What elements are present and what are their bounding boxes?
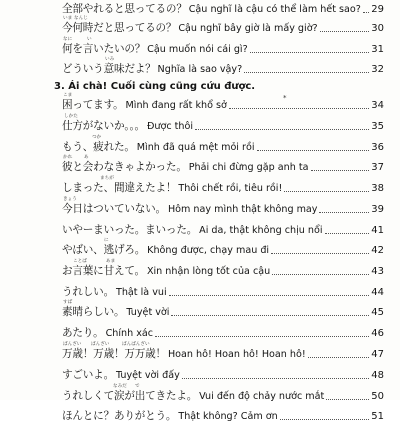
phrase-row [62,323,384,340]
vietnamese-translation: Xin nhận lòng tốt của cậu [146,266,271,277]
japanese-phrase: 彼と会わなきゃよかった。 かれ あ [62,155,187,173]
japanese-phrase: ほんとに？ありがとう。 [62,410,177,422]
vietnamese-translation: Vui đến độ chảy nước mắt [199,391,325,402]
page-number: 43 [371,266,384,277]
page-number: 38 [371,183,384,194]
vietnamese-translation: Được thôi [146,121,194,132]
dot-leader [195,129,369,130]
dot-leader [363,12,369,13]
furigana-reading: まちが [100,176,114,181]
phrase-row [62,282,384,299]
section-heading: 3. Ái chà! Cuối cùng cũng cứu được. [54,81,256,92]
japanese-phrase: やばい、逃げろ。 に [62,238,146,256]
furigana-reading: つか [92,135,102,140]
page-number: 44 [371,287,384,298]
furigana-reading: なんじ [74,16,88,21]
page-number: 37 [371,162,384,173]
page-number: 50 [371,391,384,402]
page-number: 41 [371,225,384,236]
vietnamese-translation: Không được, chạy mau đi [147,245,270,256]
phrase-row [62,199,384,216]
furigana-reading: で [135,384,140,389]
furigana-reading: しかた [64,114,78,119]
vietnamese-translation: Cậu nghĩ là cậu có thể làm hết sao? [188,4,361,15]
japanese-phrase: 全部やれると思ってるの？ [62,3,187,15]
dot-leader [271,253,369,254]
vietnamese-translation: Cậu muốn nói cái gì? [147,44,248,55]
page-number: 34 [371,100,384,111]
phrase-row [62,386,384,403]
page-number: 30 [371,23,384,34]
dot-leader [171,315,369,316]
phrase-row [62,240,384,257]
page-number: 36 [371,142,384,153]
phrase-row [62,157,384,174]
japanese-phrase: もう、疲れた。 つか [62,135,135,153]
phrase-row [62,116,384,133]
phrase-row [62,0,384,16]
vietnamese-translation: Cậu nghĩ bây giờ là mấy giờ? [178,23,318,34]
dot-leader [319,212,369,213]
furigana-reading: ことば [73,259,87,264]
vietnamese-translation: Nghĩa là sao vậy? [157,64,243,75]
dot-leader [284,191,369,192]
japanese-phrase: いやーまいった。まいった。 [62,224,198,236]
phrase-row [62,261,384,278]
japanese-phrase: すごいよ。 [62,369,114,381]
page-number: 48 [371,370,384,381]
phrase-row [62,344,384,361]
japanese-phrase: あたり。 [62,327,104,339]
japanese-phrase: しまった、間違えたよ！ まちが [62,176,177,194]
vietnamese-translation: Thôi chết rồi, tiêu rồi! [178,183,283,194]
page-number: 31 [371,44,384,55]
page-number: 51 [371,411,384,422]
japanese-phrase: どういう意味だよ？ いみ [62,57,156,75]
furigana-reading: に [104,238,109,243]
furigana-reading: なに [63,37,73,42]
dot-leader [311,170,370,171]
phrase-row [62,178,384,195]
furigana-reading: いみ [105,57,115,62]
japanese-phrase: 万歳！万歳！万万歳！ ばんざい ばんざい ばんばんざい [62,342,166,360]
japanese-phrase: 何を言いたいの？ なに い [62,37,146,55]
vietnamese-translation: Ai da, thật không chịu nổi [199,225,323,236]
japanese-phrase: お言葉に甘えて。 ことば あま [62,259,145,277]
phrase-row [62,18,384,35]
furigana-reading: ばんばんざい [122,342,150,347]
phrase-row [62,302,384,319]
phrase-row [62,59,384,76]
japanese-phrase: 今何時だと思ってるの？ いま なんじ [62,16,177,34]
furigana-reading: いま [63,16,73,21]
dot-leader [250,52,369,53]
furigana-reading: ばんざい [91,342,110,347]
page-number: 39 [371,204,384,215]
page-number: 32 [371,64,384,75]
dot-leader [308,357,369,358]
furigana-reading: こま [63,93,73,98]
vietnamese-translation: Chính xác [105,328,154,339]
japanese-phrase: うれしくて涙が出てきたよ。 なみだ で [62,384,198,402]
page-number: 45 [371,307,384,318]
dot-leader [272,274,369,275]
dot-leader [280,419,369,420]
japanese-phrase: 困ってます。 こま [62,93,124,111]
dot-leader [229,108,369,109]
phrase-row [62,406,384,423]
page-number: 47 [371,349,384,360]
vietnamese-translation: Tuyệt vời đấy [115,370,180,381]
vietnamese-translation: Hoan hô! Hoan hô! Hoan hô! [167,349,306,360]
dot-leader [244,72,369,73]
dot-leader [169,295,369,296]
furigana-reading: い [87,37,92,42]
furigana-reading: あま [106,259,116,264]
phrase-row [62,137,384,154]
furigana-reading: すば [63,300,73,305]
vietnamese-translation: Hôm nay mình thật không may [167,204,318,215]
furigana-reading: あ [84,155,89,160]
furigana-reading: かれ [63,155,73,160]
japanese-phrase: 仕方がないか。。。 しかた [62,114,145,132]
phrase-row [62,95,384,112]
vietnamese-translation: Mình đang rất khổ sở [125,100,227,111]
japanese-phrase: 今日はついていない。 きょう [62,197,166,215]
furigana-reading: きょう [63,197,77,202]
vietnamese-translation: Thật không? Cảm ơn [178,411,278,422]
dot-leader [257,150,369,151]
dot-leader [182,378,369,379]
vietnamese-translation: Phải chi đừng gặp anh ta [188,162,309,173]
dot-leader [155,336,369,337]
dot-leader [325,233,370,234]
vietnamese-translation: Tuyệt vời [126,307,170,318]
stray-mark: * [283,94,287,102]
page-number: 46 [371,328,384,339]
japanese-phrase: 素晴らしい。 すば [62,300,125,318]
page-number: 29 [371,4,384,15]
vietnamese-translation: Thật là vui [115,287,167,298]
page-number: 35 [371,121,384,132]
phrase-row [62,365,384,382]
phrase-row [62,220,384,237]
page-number: 42 [371,245,384,256]
japanese-phrase: うれしい。 [62,286,114,298]
vietnamese-translation: Mình đã quá mệt mỏi rồi [136,142,255,153]
dot-leader [320,31,369,32]
phrase-row [62,39,384,56]
furigana-reading: ばんざい [63,342,82,347]
furigana-reading: なみだ [113,384,127,389]
